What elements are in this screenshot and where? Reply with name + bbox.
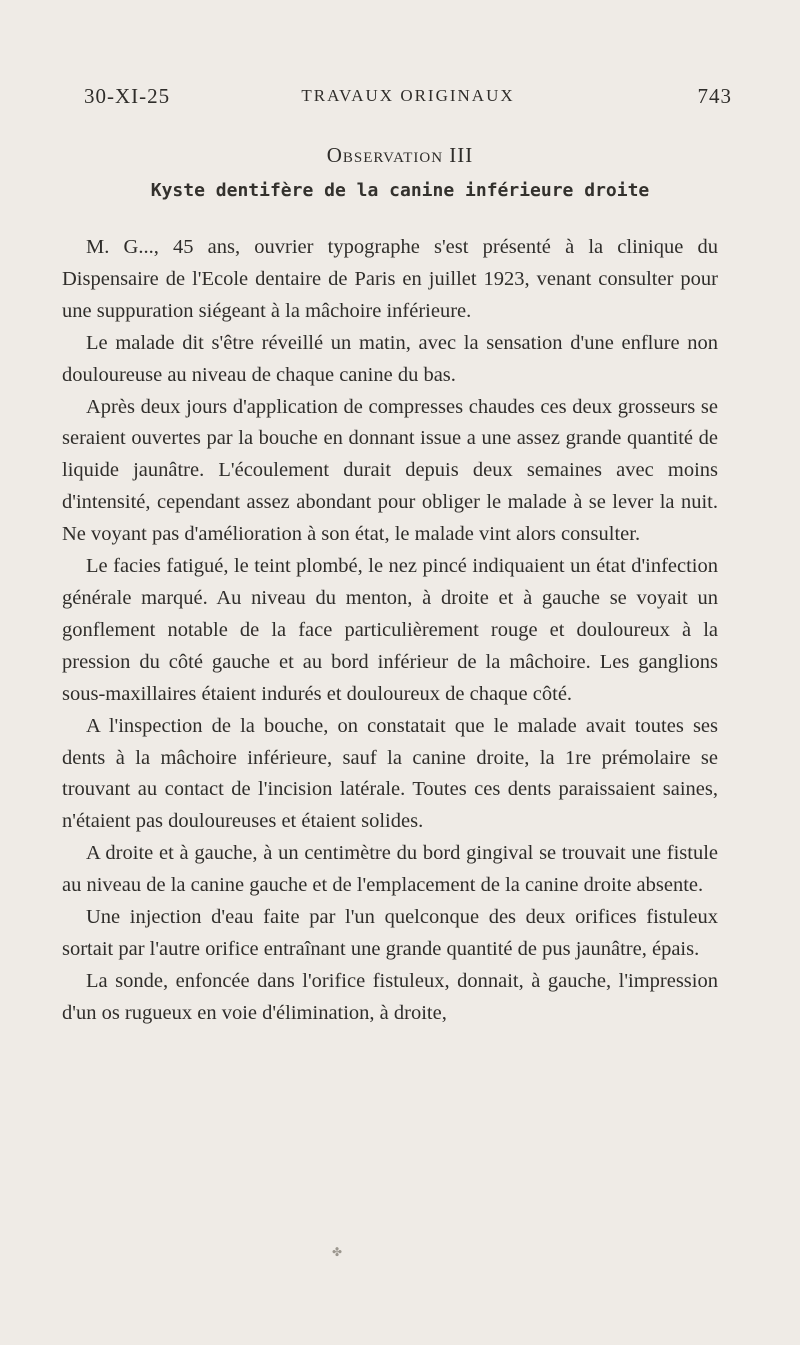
paragraph: A l'inspection de la bouche, on constatait que le malade avait toutes ses dents à la mâchoire inférieure, sauf la canine droite, la 1re prémolaire se trouvant au contact de l'incision latérale. Toutes ces dents paraissaient saines, n'étaient pas douloureuses et étaient solides. bbox=[62, 714, 718, 833]
paragraph: Le facies fatigué, le teint plombé, le nez pincé indiquaient un état d'infection générale marqué. Au niveau du menton, à droite et à gauche se voyait un gonflement notable de la face particulièrement rouge et douloureux à la pression du côté gauche et au bord inférieur de la mâchoire. Les ganglions sous-maxillaires étaient indurés et douloureux de chaque côté. bbox=[62, 555, 718, 705]
header-section-title: TRAVAUX ORIGINAUX bbox=[301, 86, 515, 105]
body-text bbox=[62, 232, 718, 1030]
paragraph: Le malade dit s'être réveillé un matin, avec la sensation d'une enflure non douloureuse au niveau de chaque canine du bas. bbox=[62, 331, 718, 386]
page-number: 743 bbox=[697, 84, 732, 108]
running-header bbox=[84, 84, 732, 114]
article-subtitle: Kyste dentifère de la canine inférieure droite bbox=[150, 180, 650, 201]
header-date: 30-XI-25 bbox=[84, 84, 171, 108]
paragraph: A droite et à gauche, à un centimètre du bord gingival se trouvait une fistule au niveau de la canine gauche et de l'emplacement de la canine droite absente. bbox=[62, 842, 718, 897]
paragraph: Après deux jours d'application de compresses chaudes ces deux grosseurs se seraient ouvertes par la bouche en donnant issue a une assez grande quantité de liquide jaunâtre. L'écoulement durait depuis deux semaines avec moins d'intensité, cependant assez abondant pour obliger le malade à se lever la nuit. Ne voyant pas d'amélioration à son état, le malade vint alors consulter. bbox=[62, 395, 718, 546]
ink-speck: ✤ bbox=[332, 1245, 343, 1259]
observation-heading: Observation III bbox=[326, 143, 474, 167]
paragraph: La sonde, enfoncée dans l'orifice fistuleux, donnait, à gauche, l'impression d'un os rugueux en voie d'élimination, à droite, bbox=[62, 969, 718, 1024]
paragraph: M. G..., 45 ans, ouvrier typographe s'est présenté à la clinique du Dispensaire de l'Ecole dentaire de Paris en juillet 1923, venant consulter pour une suppuration siégeant à la mâchoire inférieure. bbox=[62, 236, 718, 322]
paragraph: Une injection d'eau faite par l'un quelconque des deux orifices fistuleux sortait par l'autre orifice entraînant une grande quantité de pus jaunâtre, épais. bbox=[62, 906, 718, 960]
